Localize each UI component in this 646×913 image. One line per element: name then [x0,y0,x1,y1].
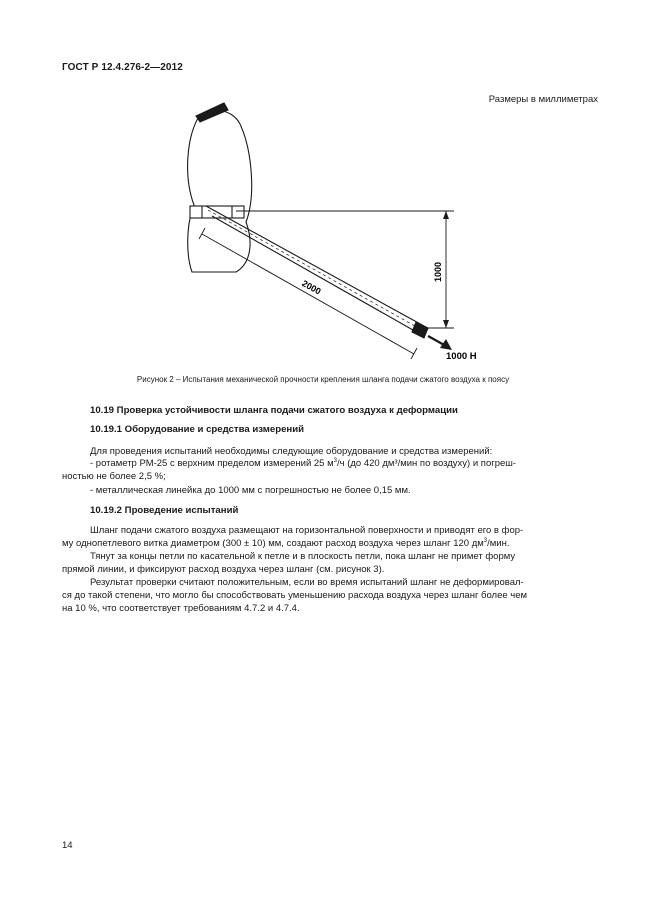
section-10-19-heading: 10.19 Проверка устойчивости шланга подачи сжатого воздуха к деформации [90,405,458,416]
procedure-p3-line3: на 10 %, что соответствует требованиям 4.7.2 и 4.7.4. [62,603,300,614]
procedure-p3-line2: ся до такой степени, что могло бы способствовать уменьшению расхода воздуха через шланг более чем [62,590,528,601]
hose-end-fitting [412,322,428,338]
figure-caption: Рисунок 2 – Испытания механической прочности крепления шланга подачи сжатого воздуха к поясу [136,375,510,384]
hose-top-fitting [196,103,228,122]
equipment-item-ruler: - металлическая линейка до 1000 мм с погрешностью не более 0,15 мм. [90,485,411,496]
procedure-p1-line2: му однопетлевого витка диаметром (300 ± 10) мм, создают расход воздуха через шланг 120 $дм^3$/мин. [62,538,510,549]
dimension-label-height: 1000 [433,261,443,282]
dimension-line-diagonal [202,234,414,354]
hose-line-lower [212,216,420,334]
equipment-item-rotameter: - ротаметр РМ-25 с верхним пределом измерений 25 $м^3/ч$ (до 420 дм³/мин по воздуху) и погреш- [90,458,517,469]
units-note: Размеры в миллиметрах [488,94,598,105]
equipment-item-rotameter-cont: ностью не более 2,5 %; [62,471,166,482]
procedure-p2-line2: прямой линии, и фиксируют расход воздуха через шланг (см. рисунок 3). [62,564,385,575]
dimension-arrow-top [443,211,449,219]
section-10-19-2-heading: 10.19.2 Проведение испытаний [90,505,239,516]
section-10-19-1-heading: 10.19.1 Оборудование и средства измерений [90,424,305,435]
figure-2-diagram [0,0,646,380]
equipment-intro: Для проведения испытаний необходимы следующие оборудование и средства измерений: [90,446,493,457]
force-label: 1000 Н [446,351,477,362]
procedure-p3-line1: Результат проверки считают положительным, если во время испытаний шланг не деформировал- [90,577,524,588]
procedure-p2-line1: Тянут за концы петли по касательной к петле и в плоскость петли, пока шланг не примет форму [90,551,516,562]
dimension-arrow-bottom [443,320,449,328]
page-number: 14 [62,840,73,851]
hose-line-upper [206,206,424,326]
document-header: ГОСТ Р 12.4.276-2—2012 [62,62,183,73]
dimension-label-length: 2000 [300,278,323,297]
procedure-p1-line1: Шланг подачи сжатого воздуха размещают на горизонтальной поверхности и приводят его в фор- [90,525,524,536]
belt-bag-outline [188,110,252,272]
